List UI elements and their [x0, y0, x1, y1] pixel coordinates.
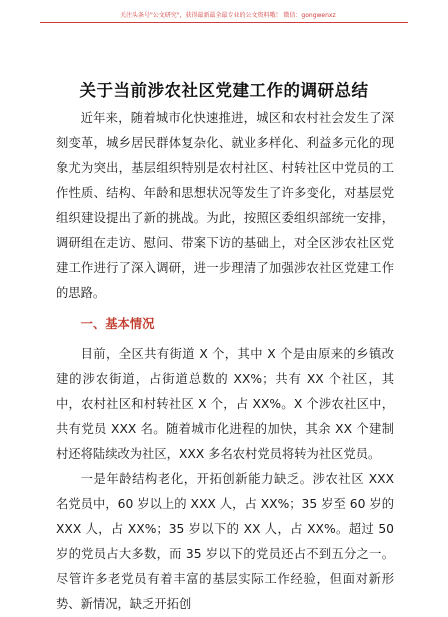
document-body — [56, 106, 394, 617]
section-heading: 一、基本情况 — [80, 317, 155, 331]
paragraph-2: 目前，全区共有街道 X 个，其中 X 个是由原来的乡镇改建的涉农街道，占街道总数的 XX%；共有 XX 个社区，其中，农村社区和村转社区 X 个，占 XX%。X 个涉农社区中，共有党员 XXX 名。随着城市化进程的加快，其余 XX 个建制村还将陆续改为社区，XXX 多名农村党员将转为社区党员。 — [56, 347, 394, 461]
intro-paragraph: 近年来，随着城市化快速推进，城区和农村社会发生了深刻变革，城乡居民群体复杂化、就业多样化、利益多元化的现象尤为突出，基层组织特别是农村社区、村转社区中党员的工作性质、结构、年龄和思想状况等发生了许多变化，对基层党组织建设提出了新的挑战。为此，按照区委组织部统一安排，调研组在走访、慰问、带案下访的基础上，对全区涉农社区党建工作进行了深入调研，进一步理清了加强涉农社区党建工作的思路。 — [56, 111, 394, 300]
document-title: 关于当前涉农社区党建工作的调研总结 — [79, 81, 369, 100]
header-note: 关注头条号"公文研究"，获得最新最全最专业的公文资料哦！ 微信：gongwenxz — [120, 12, 336, 19]
paragraph-3: 一是年龄结构老化，开拓创新能力缺乏。涉农社区 XXX 名党员中，60 岁以上的 XXX 人，占 XX%；35 岁至 60 岁的 XXX 人，占 XX%；35 岁以下的 XX 人，占 XX%。超过 50 岁的党员占大多数，而 35 岁以下的党员还占不到五分之一。尽管许多老党员有着丰富的基层实际工作经验，但面对新形势、新情况，缺乏开拓创 — [56, 472, 394, 611]
header-divider — [40, 22, 408, 23]
